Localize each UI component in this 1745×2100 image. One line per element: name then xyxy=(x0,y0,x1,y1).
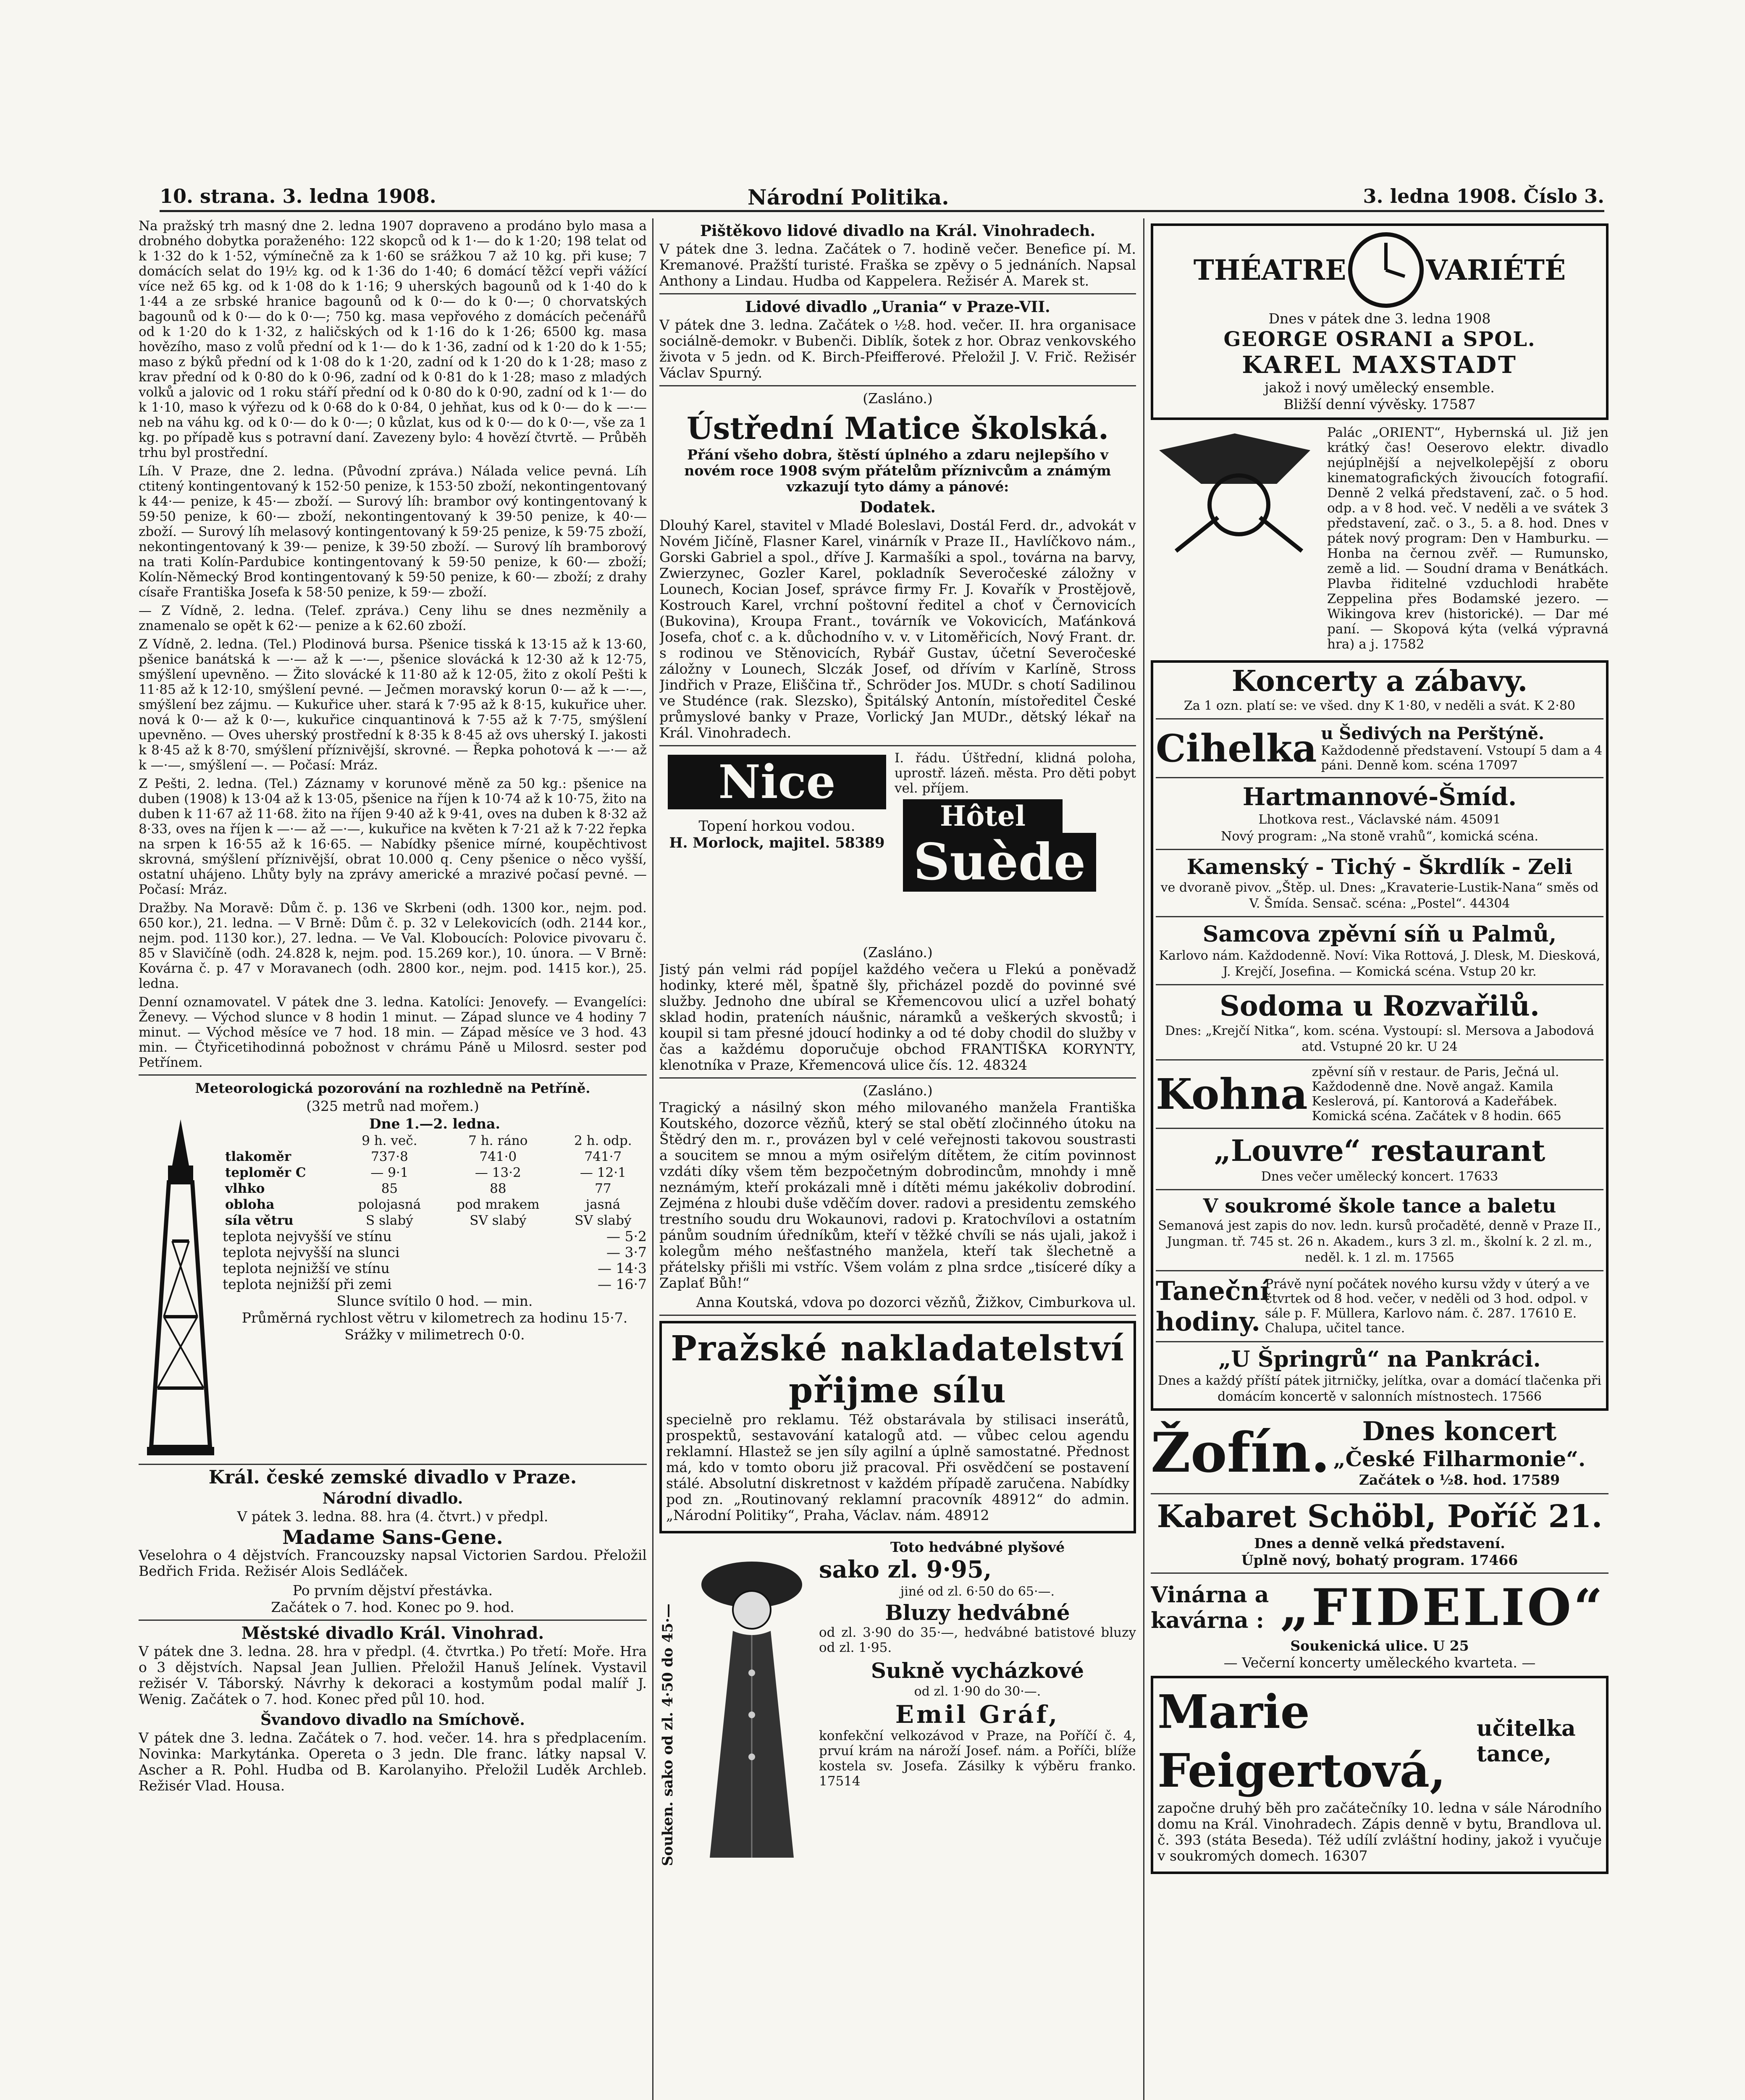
column-1 xyxy=(139,218,647,2100)
meteo-table-wrap xyxy=(223,1115,647,1460)
zofin-ad xyxy=(1151,1416,1609,1489)
table-cell: tlakoměr xyxy=(225,1149,291,1164)
table-cell: — 9·1 xyxy=(370,1165,409,1180)
divider xyxy=(139,1464,647,1465)
article-vienna-spirits: — Z Vídně, 2. ledna. (Telef. zpráva.) Ceny lihu se dnes nezměnily a znamenalo se opět k 62·— penize a k 62.60 zboží. xyxy=(139,603,647,633)
concerts-pricing: Za 1 ozn. platí se: ve všed. dny K 1·80, v neděli a svát. K 2·80 xyxy=(1183,698,1576,713)
article-meat-market: Na pražský trh masný dne 2. ledna 1907 dopraveno a prodáno bylo masa a drobného dobytka poraženého: 122 skopců od k 1·— do k 1·20; 198 telat od k 1·32 do k 1·52, výmínečně za k 1·60 se srážkou 7 až 10 kg. při kuse; 7 domácích selat do 19½ kg. od k 1·36 do 1·40; 6 domácí těžcí vepři vážící více než 65 kg. od k 1·08 do k 1·16; 9 uherských bagounů od k 1·40 do k 1·44 a ze srbské hranice bagounů od k 0·— do k 0·—; 0 chorvatských bagounů od k 0·— do k 0·—; 750 kg. masa vepřového z domácích pečenářů od k 1·20 do k 1·32, z haličských od k 1·16 do k 1·26; 6500 kg. masa hovězího, maso z volů přední od k 1·— do k 1·36, zadní od k 1·20 do k 1·55; maso z býků přední od k 1·08 do k 1·20, zadní od k 1·20 do k 1·28; maso z krav přední od k 0·80 do k 0·96, zadní od k 0·81 do k 1·28; maso z mladých volků a jalovic od 1 roku stáří přední od k 0·80 do k 0·90, zadní od k 1·— do k 1·10, maso k výřezu od k 0·68 do k 0·84, 0 jehňat, kus od k 0·— do k —·— neb na váhu kg. od k 0·— do k 0·—; 0 kůzlat, kus od k 0·— do k 0·—, vše za 1 kg. po případě kus s potravní daní. Zavezeny bylo: 4 hovězí čtvrtě. — Průběh trhu byl prostřední. xyxy=(139,218,647,460)
article-vienna-exchange: Z Vídně, 2. ledna. (Tel.) Plodinová bursa. Pšenice tisská k 13·15 až k 13·60, pšenice banátská k —·— až k —·—, pšenice slovácká k 12·30 až k 12·75, smýšlení upevněno. — Žito slovácké k 11·80 až k 12·05, žito z okolí Pešti k 11·85 až k 12·10, smýšlení pevné. — Ječmen moravský korun 0·— až k —·—, smýšlení bez zájmu. — Kukuřice uher. stará k 7·95 až k 8·15, kukuřice uher. nová k 0·— až k 0·—, kukuřice cinquantinová k 7·55 až k 7·75, smýšlení upevněno. — Oves uherský prostřední k 8·35 k 8·45 až ovs uherský I. jakosti k 8·45 až k 8·70, smýšlení příznivější, skrovné. — Řepka pohotová k —·— až k —·—, smýšlení —. — Počasí: Mráz. xyxy=(139,637,647,773)
table-cell: SV slabý xyxy=(575,1213,632,1228)
sodoma-title: Sodoma u Rozvařilů. xyxy=(1220,990,1540,1022)
table-cell: 737·8 xyxy=(371,1149,408,1164)
table-cell: síla větru xyxy=(225,1213,294,1228)
theatre3-desc: V pátek dne 3. ledna. Začátek o 7. hod. večer. 14. hra s předplacením. Novinka: Markytánka. Opereta o 3 jedn. Dle franc. látky napsal V. Ascher a R. Pohl. Hudba od B. Karolanyiho. Přeložil Luděk Archleb. Režisér Vlad. Housa. xyxy=(139,1730,647,1794)
graf-blouses-desc: od zl. 3·90 do 35·—, hedvábné batistové bluzy od zl. 1·95. xyxy=(819,1625,1136,1655)
meteo-body xyxy=(139,1115,647,1460)
divider xyxy=(1156,1128,1603,1129)
table-row xyxy=(223,1133,647,1149)
theatre2-desc: V pátek dne 3. ledna. 28. hra v předpl. (4. čtvrtka.) Po třetí: Moře. Hra o 3 dějstvích. Napsal Jean Jullien. Přeložil Hanuš Jelínek. Vystavil režisér V. Táborský. Návrhy k dekoraci a kostymům podal malíř J. Wenig. Začátek o 7. hod. Konec před půl 10. hod. xyxy=(139,1643,647,1707)
play-times: Začátek o 7. hod. Konec po 9. hod. xyxy=(271,1599,514,1615)
pistek-title: Pištěkovo lidové divadlo na Král. Vinohradech. xyxy=(700,222,1096,240)
feigertova-name: Marie Feigertová, xyxy=(1157,1685,1446,1798)
matice-addendum: Dodatek. xyxy=(860,499,936,516)
play-title: Madame Sans-Gene. xyxy=(282,1526,503,1549)
petrin-tower-icon xyxy=(139,1115,223,1460)
divider xyxy=(1156,849,1603,850)
hartmann-program: Nový program: „Na stoně vrahů“, komická scéna. xyxy=(1221,829,1538,844)
zofin-concert: Dnes koncert xyxy=(1362,1416,1557,1446)
variete-ad xyxy=(1151,223,1609,420)
orient-ad xyxy=(1151,425,1609,655)
fidelio-cafe: kavárna : xyxy=(1151,1607,1264,1633)
article-daily-notice: Denní oznamovatel. V pátek dne 3. ledna. Katolíci: Jenovefy. — Evangelíci: Ženevy. — Východ slunce v 8 hodin 1 minut. — Západ slunce ve 4 hodiny 7 minut. — Východ měsíce ve 7 hod. 18 min. — Západ měsíce ve 3 hod. 43 min. — Čtyřicetihodinná pobožnost v chrámu Páně u Milosrd. sester pod Petřínem. xyxy=(139,995,647,1070)
divider xyxy=(1156,718,1603,719)
meteo-label: teplota nejnižší ve stínu xyxy=(223,1260,390,1276)
table-cell: 741·7 xyxy=(584,1149,622,1164)
orient-text: Palác „ORIENT“, Hybernská ul. Již jen krátký čas! Oeserovo elektr. divadlo nejúplnější a nejvelkolepější z oboru kinematografických živoucích fotografií. Denně 2 velká představení, zač. o 5 hod. odp. a v 8 hod. več. V neděli a ve svátek 3 představení, zač. o 3., 5. a 8. hod. Dnes v pátek nový program: Den v Hamburku. — Honba na černou zvěř. — Rumunsko, země a lid. — Soudní drama v Benátkách. Plavba řiditelné vzduchlodi hraběte Zeppelina přes Bodamské jezero. — Wikingova krev (historické). — Dar mé paní. — Skopová kýta (velká výpravná hra) a j. 17582 xyxy=(1327,425,1609,652)
table-header: 7 h. ráno xyxy=(468,1133,528,1148)
fidelio-quartet: — Večerní koncerty uměleckého kvarteta. — xyxy=(1223,1654,1536,1671)
matice-wishes: Přání všeho dobra, štěstí úplného a zdaru nejlepšího v novém roce 1908 svým přátelům příznivcům a známým vzkazují tyto dámy a pánové: xyxy=(684,446,1111,495)
meteo-temp-row xyxy=(223,1260,647,1276)
urania-title: Lidové divadlo „Urania“ v Praze-VII. xyxy=(745,298,1050,316)
table-cell: vlhko xyxy=(225,1181,265,1196)
zofin-text xyxy=(1310,1416,1609,1489)
koutska-notice: Tragický a násilný skon mého milovaného manžela Františka Koutského, dozorce vězňů, který se stal obětí zločinného útoku na Štědrý den m. r., provázen byl v celé veřejnosti takovou soustrasti a soucitem se mnou a mým osiřelým dítětem, že citím povinnost vzdáti díky všem těm bezpočetným dobrodincům, mnohdy i mně neznámým, kteří prokázali mně i dítěti mému jakékoliv dobrodiní. Zejména z hloubi duše vděčím dover. radovi a presidentu zemského trestního soudu dru Wokaunovi, radovi p. Kratochvílovi a ostatním pánům soudním úředníkům, kteří v těžké chvíli se nás ujali, jakož i kolegům mého nešťastného manžela, kteří tak šlechetně a přátelsky přišli mi vstříc. Všem volám z plna srdce „tisíceré díky a Zaplať Bůh!“ xyxy=(659,1099,1136,1291)
dance-lessons-ad xyxy=(1156,1276,1603,1337)
variete-act1: GEORGE OSRANI a SPOL. xyxy=(1223,328,1536,351)
divider xyxy=(1151,1572,1609,1574)
variete-logo xyxy=(1157,230,1602,310)
sodoma-desc: Dnes: „Krejčí Nitka“, kom. scéna. Vystoupí: sl. Mersova a Jabodová atd. Vstupné 20 kr. U 24 xyxy=(1165,1024,1594,1054)
theatre3-title: Švandovo divadlo na Smíchově. xyxy=(260,1711,525,1729)
ballet-desc: Semanová jest zapis do nov. ledn. kursů pročaděté, denně v Praze II., Jungman. tř. 745 st. 26 n. Akadem., kurs 3 zl. m., školní k. 2 zl. m., neděl. k. 1 zl. m. 17565 xyxy=(1158,1218,1601,1265)
table-cell: pod mrakem xyxy=(457,1197,540,1212)
springr-title: „U Špringrů“ na Pankráci. xyxy=(1218,1347,1541,1372)
divider xyxy=(659,1315,1136,1316)
graf-address: konfekční velkozávod v Praze, na Poříčí č. 4, prvuí krám na nároží Josef. nám. a Poříči, blíže kostela sv. Josefa. Zásilky k výběru franko. 17514 xyxy=(819,1728,1136,1789)
meteo-temp-row xyxy=(223,1244,647,1260)
graf-ad xyxy=(659,1538,1136,1866)
lady-illustration xyxy=(689,1538,815,1866)
table-cell: 77 xyxy=(595,1181,611,1196)
hartmann-title: Hartmannové-Šmíd. xyxy=(1242,782,1517,811)
louvre-title: „Louvre“ restaurant xyxy=(1214,1133,1546,1168)
samec-desc: Karlovo nám. Každodenně. Noví: Vika Rottová, J. Dlesk, M. Diesková, J. Krejčí, Josefina. — Komická scéna. Vstup 20 kr. xyxy=(1159,948,1601,979)
column-3 xyxy=(1151,218,1609,2100)
page-header xyxy=(160,185,1604,212)
zofin-start: Začátek o ½8. hod. 17589 xyxy=(1359,1472,1560,1488)
meteo-temp-row xyxy=(223,1228,647,1244)
table-row xyxy=(223,1197,647,1213)
hotel-text: Hôtel xyxy=(903,799,1063,833)
graf-vertical-text-wrap xyxy=(659,1538,689,1866)
feigertova-role: učitelka tance, xyxy=(1476,1716,1576,1767)
feigertova-header xyxy=(1157,1683,1602,1800)
korynta-notice: Jistý pán velmi rád popíjel každého večera u Flekú a poněvadž hodinky, které měl, špatně šly, přicházel pozdě do povinné své služby. Jednoho dne ubíral se Křemencovou ulicí a uzřel bohatý sklad hodin, prateních náušnic, náramků a veškerých skvostů; i koupil si tam přesné jdoucí hodinky a od té doby chodil do služby v čas a každému doporučuje obchod FRANTIŠKA KORYNTY, klenotníka v Praze, Křemencová ulice čís. 12. 48324 xyxy=(659,961,1136,1073)
graf-vertical-text: Souken. sako od zl. 4·50 do 45·— xyxy=(659,1603,676,1866)
graf-skirts-desc: od zl. 1·90 do 30·—. xyxy=(914,1684,1041,1699)
variete-act2: KAREL MAXSTADT xyxy=(1242,351,1517,379)
table-header: 9 h. več. xyxy=(362,1133,417,1148)
graf-price: sako zl. 9·95, xyxy=(819,1556,992,1583)
cabaret-line2: Úplně nový, bohatý program. 17466 xyxy=(1241,1552,1518,1568)
nice-logo-text: Nice xyxy=(668,755,886,809)
divider xyxy=(1156,777,1603,778)
samec-title: Samcova zpěvní síň u Palmů, xyxy=(1202,921,1557,947)
nice-right xyxy=(895,751,1136,944)
dance-lessons-title: Taneční hodiny. xyxy=(1156,1276,1270,1337)
meteo-label: teplota nejnižší při zemi xyxy=(223,1276,392,1292)
koutska-signature: Anna Koutská, vdova po dozorci vězňů, Žižkov, Cimburkova ul. xyxy=(696,1294,1136,1310)
nice-desc: I. řádu. Úštřední, klidná poloha, uprostř. lázeň. města. Pro děti pobyt vel. příjem. xyxy=(895,751,1136,796)
publisher-desc: specielně pro reklamu. Též obstarávala by stilisaci inserátů, prospektů, sestavování katalogů atd. — vůbec celou agendu reklamní. Hlastež se jen síly agilní a úplně samostatné. Přednost má, kdo v tomto oboru již pracoval. Při osvědčení se postavení stálé. Absolutní diskretnost v každém případě zaručena. Nabídky pod zn. „Routinovaný reklamní pracovník 48912“ do admin. „Národní Politiky“, Praha, Václav. nám. 48912 xyxy=(666,1411,1129,1523)
table-cell: jasná xyxy=(585,1197,621,1212)
theatre2-title: Městské divadlo Král. Vinohrad. xyxy=(241,1623,544,1643)
meteo-block xyxy=(139,1080,647,1460)
table-cell: 88 xyxy=(490,1181,506,1196)
meteo-value: — 14·3 xyxy=(598,1260,647,1276)
kamensky-title: Kamenský - Tichý - Škrdlík - Zeli xyxy=(1186,854,1573,879)
zofin-title: Žofín. xyxy=(1151,1420,1330,1485)
publisher-subtitle: přijme sílu xyxy=(789,1370,1007,1411)
matice-names: Dlouhý Karel, stavitel v Mladé Boleslavi, Dostál Ferd. dr., advokát v Novém Jičíně, Flasner Karel, vinárník v Praze II., Havlíčkovo nám., Gorski Gabriel a spol., dříve J. Karmašíki a spol., továrna na barvy, Zwierzynec, Gozler Karel, pokladník Severočeské záložny v Lounech, Kocian Josef, správce firmy Fr. J. Kovařík v Prostějově, Kostrouch Karel, vrchní poštovní ředitel a choť v Černovicích (Bukovina), Kroupa Frant., továrník ve Vokovicích, Maťánková Josefa, choť c. a k. důchodního v. v. v Litoměřicích, Nový Frant. dr. s rodinou ve Stěnovicích, Rybář Gustav, účetní Severočeské záložny v Lounech, Slczák Josef, od dřívím v Karlíně, Stross Jindřich v Praze, Eliščina tř., Schröder Jos. MUDr. s chotí Sadilinou ve Studénce (rak. Slezsko), Špitálský Antonín, místoředitel České průmyslové banky v Praze, Vorlický Jan MUDr., dětský lékař na Král. Vinohradech. xyxy=(659,517,1136,741)
divider xyxy=(1151,1493,1609,1494)
table-row xyxy=(223,1149,647,1165)
publisher-title: Pražské nakladatelství xyxy=(671,1328,1125,1369)
meteo-temp-row xyxy=(223,1276,647,1292)
matice-title: Ústřední Matice školská. xyxy=(686,410,1109,446)
divider xyxy=(659,385,1136,386)
table-cell: 85 xyxy=(381,1181,398,1196)
cihelka-sub: u Šedivých na Perštýně. xyxy=(1321,724,1544,743)
kamensky-desc: ve dvoraně pivov. „Štěp. ul. Dnes: „Kravaterie-Lustik-Nana“ směs od V. Šmída. Sensač. scéna: „Postel“. 44304 xyxy=(1160,880,1599,911)
graf-skirts: Sukně vycházkové xyxy=(871,1658,1084,1683)
table-cell: teploměr C xyxy=(225,1165,306,1180)
meteo-value: — 5·2 xyxy=(606,1228,647,1244)
column-2 xyxy=(659,218,1136,2100)
divider xyxy=(1156,984,1603,985)
meteo-sun: Slunce svítilo 0 hod. — min. xyxy=(336,1293,533,1309)
kohna-ad xyxy=(1156,1065,1603,1124)
table-header: 2 h. odp. xyxy=(574,1133,632,1148)
divider xyxy=(659,1077,1136,1079)
meteo-rain: Srážky v milimetrech 0·0. xyxy=(344,1326,525,1343)
feigertova-ad xyxy=(1151,1676,1609,1874)
table-row xyxy=(223,1181,647,1197)
divider xyxy=(659,293,1136,294)
springr-desc: Dnes a každý příští pátek jitrničky, jelítka, ovar a domácí tlačenka při domácím koncertě v salonních místnostech. 17566 xyxy=(1158,1373,1601,1404)
graf-name: Emil Gráf, xyxy=(895,1700,1060,1729)
zaslano-label: (Zasláno.) xyxy=(863,390,933,407)
variete-word1: THÉATRE xyxy=(1193,254,1346,286)
article-auctions: Dražby. Na Moravě: Dům č. p. 136 ve Skrbeni (odh. 1300 kor., nejm. pod. 650 kor.), 21. ledna. — V Brně: Dům č. p. 32 v Lelekovicích (odh. 2144 kor., nejm. pod. 1130 kor.), 27. ledna. — Ve Val. Kloboucích: Polovice pivovaru č. 85 v Slavičíně (odh. 24.828 k, nejm. pod. 15.269 kor.), 10. února. — V Brně: Kovárna č. p. 47 v Moravanech (odh. 2800 kor., nejm. pod. 1415 kor.), 25. ledna. xyxy=(139,900,647,991)
nice-owner: H. Morlock, majitel. 58389 xyxy=(669,835,885,851)
louvre-desc: Dnes večer umělecký koncert. 17633 xyxy=(1261,1169,1498,1184)
nice-logo xyxy=(659,751,895,944)
divider xyxy=(1156,1189,1603,1190)
play-intermission: Po prvním dějství přestávka. xyxy=(292,1582,493,1599)
urania-desc: V pátek dne 3. ledna. Začátek o ½8. hod. večer. II. hra organisace sociálně-demokr. v Bubenči. Diblík, šotek z hor. Obraz venkovského života v 5 jedn. od K. Birch-Pfeifferové. Přeložil J. V. Frič. Režisér Václav Spurný. xyxy=(659,317,1136,381)
divider xyxy=(1156,1270,1603,1271)
feigertova-desc: započne druhý běh pro začátečníky 10. ledna v sále Národního domu na Král. Vinohradech. Zápis denně v bytu, Brandlova ul. č. 393 (státa Beseda). Též udílí zvláštní hodiny, jakož i vyučuje v soukromých domech. 16307 xyxy=(1157,1800,1602,1864)
projector-illustration xyxy=(1151,425,1327,559)
meteo-table xyxy=(223,1133,647,1228)
clock-icon xyxy=(1346,230,1426,310)
divider xyxy=(659,745,1136,746)
meteo-wind: Průměrná rychlost větru v kilometrech za hodinu 15·7. xyxy=(241,1310,628,1326)
masthead: Národní Politika. xyxy=(748,185,949,210)
divider xyxy=(139,1074,647,1076)
kohna-desc: zpěvní síň v restaur. de Paris, Ječná ul. Každodenně dne. Nově angaž. Kamila Keslerová, pí. Kantorová a Kadeřábek. Komická scéna. Začátek v 8 hodin. 665 xyxy=(1312,1065,1561,1124)
theatre-date: V pátek 3. ledna. 88. hra (4. čtvrt.) v předpl. xyxy=(237,1508,548,1525)
nice-hotel-ad xyxy=(659,751,1136,944)
divider xyxy=(139,1620,647,1621)
suede-text: Suède xyxy=(903,833,1096,892)
table-row xyxy=(223,1213,647,1228)
fidelio-wine: Vinárna a xyxy=(1151,1582,1269,1608)
play-desc: Veselohra o 4 dějstvích. Francouzsky napsal Victorien Sardou. Přeložil Bedřich Frida. Režisér Alois Sedláček. xyxy=(139,1547,647,1579)
cihelka-desc: Každodenně představení. Vstoupí 5 dam a 4 páni. Denně kom. scéna 17097 xyxy=(1321,743,1603,773)
column-rule xyxy=(1143,218,1144,2100)
graf-blouses: Bluzy hedvábné xyxy=(885,1600,1070,1625)
variete-word2: VARIÉTÉ xyxy=(1426,254,1566,286)
meteo-title: Meteorologická pozorování na rozhledně na Petříně. xyxy=(195,1080,590,1096)
variete-more: Bližší denní vývěsky. 17587 xyxy=(1283,396,1476,412)
zaslano-label: (Zasláno.) xyxy=(863,1082,933,1099)
meteo-date: Dne 1.—2. ledna. xyxy=(369,1116,500,1132)
header-right: 3. ledna 1908. Číslo 3. xyxy=(1363,185,1604,207)
article-spirits: Líh. V Praze, dne 2. ledna. (Původní zpráva.) Nálada velice pevná. Líh ctitený kontingentovaný k 152·50 penize, k 153·50 zboží, nekontingentovaný k 44·— penize, k 45·— zboží. — Surový líh: brambor ový kontingentovaný k 59·50 penize, k 60·— zboží, nekontingentovaný k 39·50 penize, k 40·— zboží. — Surový líh melasový kontingentovaný k 59·25 penize, k 59·75 zboží, nekontingentovaný k 39·— penize, k 39·50 zboží. — Surový líh bramborový na trati Kolín-Pardubice kontingentovaný k 59·50 penize, k 60·— zboží; Kolín-Německý Brod kontingentovaný k 59·50 penize, k 60·— zboží; z drahy císaře Františka Josefa k 58·50 penize, k 59·— zboží. xyxy=(139,464,647,600)
table-cell: polojasná xyxy=(358,1197,421,1212)
fidelio-left xyxy=(1151,1582,1277,1633)
meteo-value: — 3·7 xyxy=(606,1244,647,1260)
table-cell: SV slabý xyxy=(470,1213,527,1228)
header-left: 10. strana. 3. ledna 1908. xyxy=(160,185,436,207)
article-pest-exchange: Z Pešti, 2. ledna. (Tel.) Záznamy v korunové měně za 50 kg.: pšenice na duben (1908) k 13·04 až k 13·05, pšenice na říjen k 10·74 až k 10·75, žito na duben k 11·67 až 11·68. žito na říjen 9·40 až k 9·41, oves na duben k 8·32 až 8·33, oves na říjen k —·— až —·—, kukuřice na květen k 7·21 až k 7·22 řepka na srpen k 16·55 až k 16·65. — Nabídky pšenice mírné, koupěchtivost skrovná, smýšlení příznivější, obrat 10.000 q. Ceny pšenice o něco vyšší, ostatní uhájeno. Lhůty byly na zprávy americké a mrazivé počasí pevné. — Počasí: Mráz. xyxy=(139,776,647,897)
dance-lessons-desc: Právě nyní počátek nového kursu vždy v úterý a ve čtvrtek od 8 hod. večer, v neděli od 3 hod. odpol. v sále p. F. Müllera, Karlovo nám. č. 287. 17610 E. Chalupa, učitel tance. xyxy=(1265,1277,1590,1336)
cabaret-line1: Dnes a denně velká představení. xyxy=(1254,1535,1505,1551)
zofin-orchestra: „České Filharmonie“. xyxy=(1333,1446,1586,1471)
concerts-title: Koncerty a zábavy. xyxy=(1231,664,1528,698)
variete-ensemble: jakož i nový umělecký ensemble. xyxy=(1265,379,1495,396)
table-cell: — 13·2 xyxy=(475,1165,521,1180)
divider xyxy=(1156,1059,1603,1060)
table-cell: 741·0 xyxy=(479,1149,517,1164)
zaslano-label: (Zasláno.) xyxy=(863,944,933,961)
publisher-ad xyxy=(659,1321,1136,1533)
graf-price-note: jiné od zl. 6·50 do 65·—. xyxy=(900,1584,1055,1599)
fidelio-address: Soukenická ulice. U 25 xyxy=(1290,1638,1469,1654)
theatre-title: Král. české zemské divadlo v Praze. xyxy=(208,1467,577,1488)
hartmann-place: Lhotkova rest., Václavské nám. 45091 xyxy=(1258,812,1501,827)
variete-date: Dnes v pátek dne 3. ledna 1908 xyxy=(1268,310,1491,327)
table-row xyxy=(223,1165,647,1181)
kohna-title: Kohna xyxy=(1156,1069,1308,1119)
graf-text xyxy=(815,1538,1136,1866)
meteo-value: — 16·7 xyxy=(598,1276,647,1292)
cihelka-text xyxy=(1317,724,1603,773)
fidelio-title: „FIDELIO“ xyxy=(1280,1578,1605,1637)
entertainment-section xyxy=(1151,660,1609,1411)
cihelka-title: Cihelka xyxy=(1156,726,1317,771)
ballet-title: V soukromé škole tance a baletu xyxy=(1203,1194,1556,1217)
nice-heating: Topení horkou vodou. xyxy=(698,818,855,835)
meteo-label: teplota nejvyšší ve stínu xyxy=(223,1228,392,1244)
cihelka-ad xyxy=(1156,724,1603,773)
meteo-subtitle: (325 metrů nad mořem.) xyxy=(306,1098,479,1114)
pistek-desc: V pátek dne 3. ledna. Začátek o 7. hodině večer. Benefice pí. M. Kremanové. Pražští turisté. Fraška se zpěvy o 5 jednáních. Napsal Anthony a Lindau. Hudba od Kappelera. Režisér A. Marek st. xyxy=(659,241,1136,289)
table-cell: obloha xyxy=(225,1197,275,1212)
divider xyxy=(1156,916,1603,917)
fidelio-ad xyxy=(1151,1578,1609,1637)
divider xyxy=(1156,1341,1603,1342)
theatre-subtitle: Národní divadlo. xyxy=(322,1490,463,1507)
graf-line1: Toto hedvábné plyšové xyxy=(890,1539,1065,1555)
cabaret-title: Kabaret Schöbl, Poříč 21. xyxy=(1157,1499,1603,1535)
meteo-label: teplota nejvyšší na slunci xyxy=(223,1244,400,1260)
table-cell: — 12·1 xyxy=(580,1165,626,1180)
table-cell: S slabý xyxy=(366,1213,413,1228)
column-rule xyxy=(652,218,653,2100)
